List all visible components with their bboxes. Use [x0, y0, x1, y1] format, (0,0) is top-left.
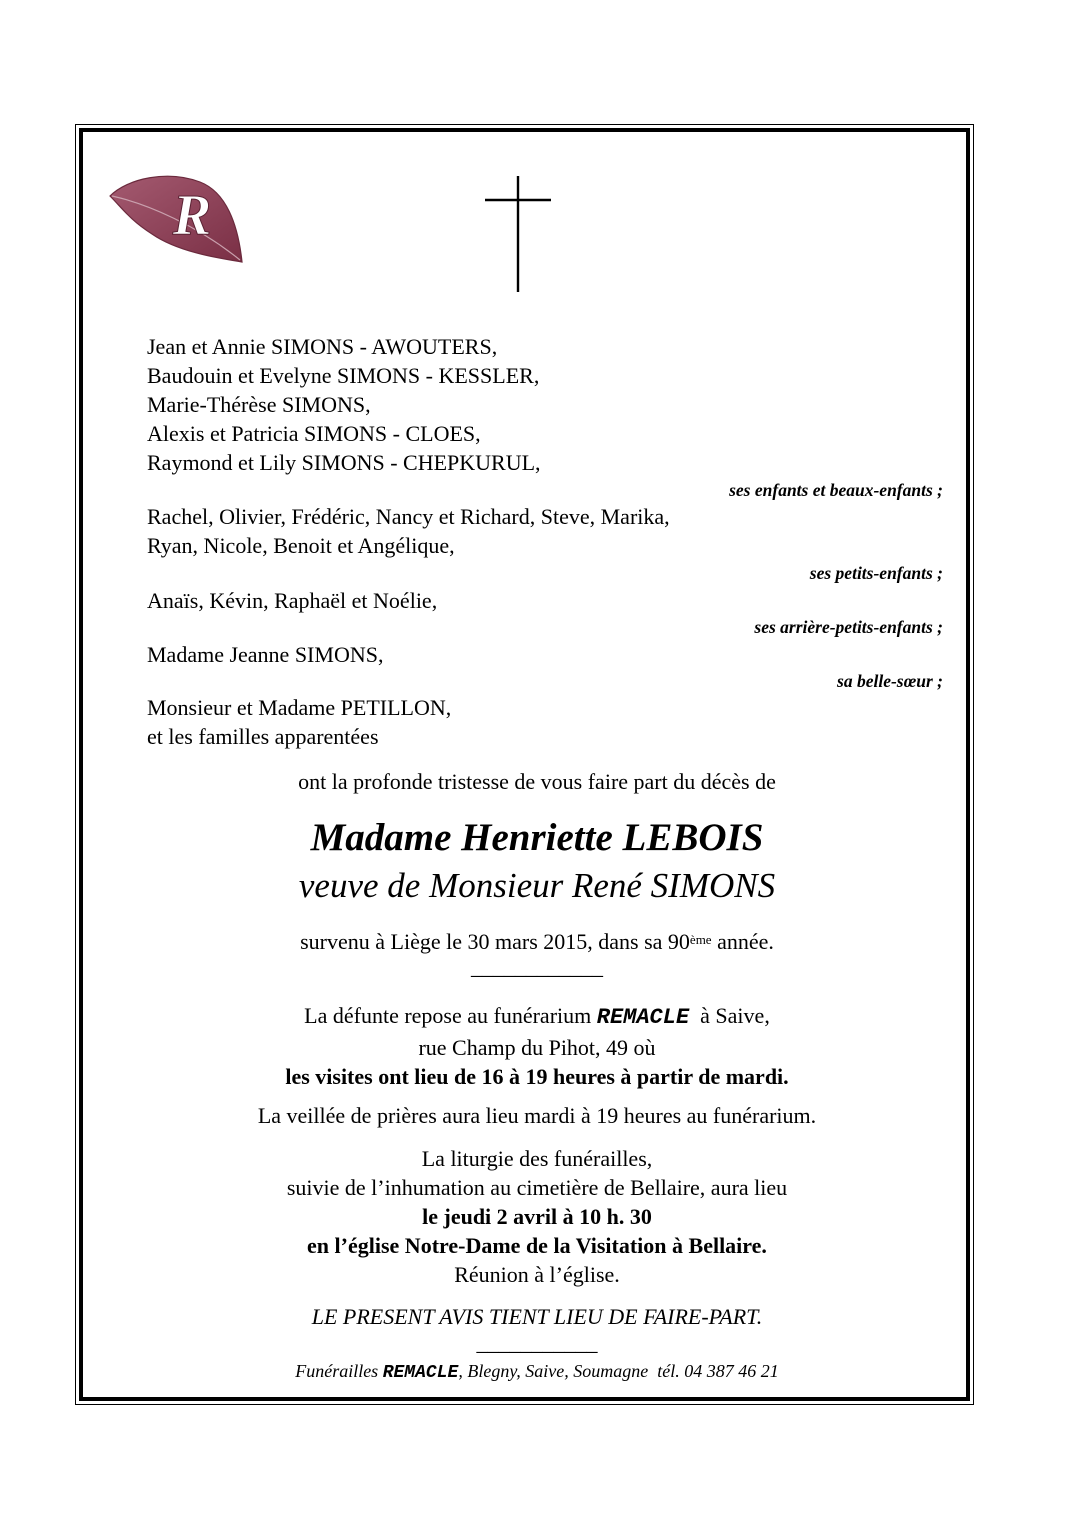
children-role: ses enfants et beaux-enfants ;: [729, 480, 943, 500]
funeral-church: en l’église Notre-Dame de la Visitation à Bellaire.: [307, 1233, 767, 1258]
grandchildren-line-1: Rachel, Olivier, Frédéric, Nancy et Richard, Steve, Marika,: [147, 504, 670, 529]
visitation-prefix: La défunte repose au funérarium: [304, 1003, 597, 1028]
remacle-leaf-logo: [108, 174, 244, 266]
child-line-1: Jean et Annie SIMONS - AWOUTERS,: [147, 334, 498, 359]
others-line-2: et les familles apparentées: [147, 724, 379, 749]
grandchildren-line-2: Ryan, Nicole, Benoit et Angélique,: [147, 533, 455, 558]
grandchildren-role: ses petits-enfants ;: [809, 563, 943, 583]
death-suffix: année.: [711, 929, 774, 954]
child-line-3: Marie-Thérèse SIMONS,: [147, 392, 371, 417]
footer-line: [0, 1361, 1074, 1383]
death-prefix: survenu à Liège le 30 mars 2015, dans sa 90: [300, 929, 690, 954]
visitation-address: rue Champ du Pihot, 49 où: [418, 1035, 656, 1060]
funeral-meeting: Réunion à l’église.: [454, 1262, 620, 1287]
funeral-date: le jeudi 2 avril à 10 h. 30: [422, 1204, 652, 1229]
footer-suffix: , Blegny, Saive, Soumagne tél. 04 387 46 21: [458, 1361, 779, 1381]
funeral-line-1: La liturgie des funérailles,: [421, 1146, 653, 1171]
widow-of: veuve de Monsieur René SIMONS: [298, 866, 776, 905]
others-line-1: Monsieur et Madame PETILLON,: [147, 695, 452, 720]
visitation-line-1: [0, 1001, 1074, 1032]
sister-in-law-line: Madame Jeanne SIMONS,: [147, 642, 384, 667]
child-line-2: Baudouin et Evelyne SIMONS - KESSLER,: [147, 363, 540, 388]
child-line-4: Alexis et Patricia SIMONS - CLOES,: [147, 421, 481, 446]
child-line-5: Raymond et Lily SIMONS - CHEPKURUL,: [147, 450, 541, 475]
funeral-home-name: REMACLE: [596, 1005, 690, 1030]
faire-part-notice: LE PRESENT AVIS TIENT LIEU DE FAIRE-PART.: [311, 1304, 763, 1329]
deceased-name: Madame Henriette LEBOIS: [310, 816, 764, 859]
great-grandchildren-role: ses arrière-petits-enfants ;: [754, 617, 943, 637]
vigil-line: La veillée de prières aura lieu mardi à 19 heures au funérarium.: [257, 1103, 817, 1128]
cross-icon: [484, 176, 552, 292]
footer-company: REMACLE: [382, 1363, 459, 1383]
funeral-line-2: suivie de l’inhumation au cimetière de Bellaire, aura lieu: [286, 1175, 788, 1200]
logo-letter: R: [172, 182, 212, 247]
death-superscript: ème: [689, 932, 712, 947]
visitation-suffix: à Saive,: [689, 1003, 770, 1028]
great-grandchildren-line: Anaïs, Kévin, Raphaël et Noélie,: [147, 588, 438, 613]
sister-in-law-role: sa belle-sœur ;: [837, 671, 943, 691]
separator-2: ___________: [476, 1330, 598, 1355]
footer-prefix: Funérailles: [295, 1361, 383, 1381]
separator-1: ____________: [471, 954, 603, 979]
announcement-intro: ont la profonde tristesse de vous faire part du décès de: [298, 769, 776, 794]
visitation-hours: les visites ont lieu de 16 à 19 heures à partir de mardi.: [285, 1064, 789, 1089]
